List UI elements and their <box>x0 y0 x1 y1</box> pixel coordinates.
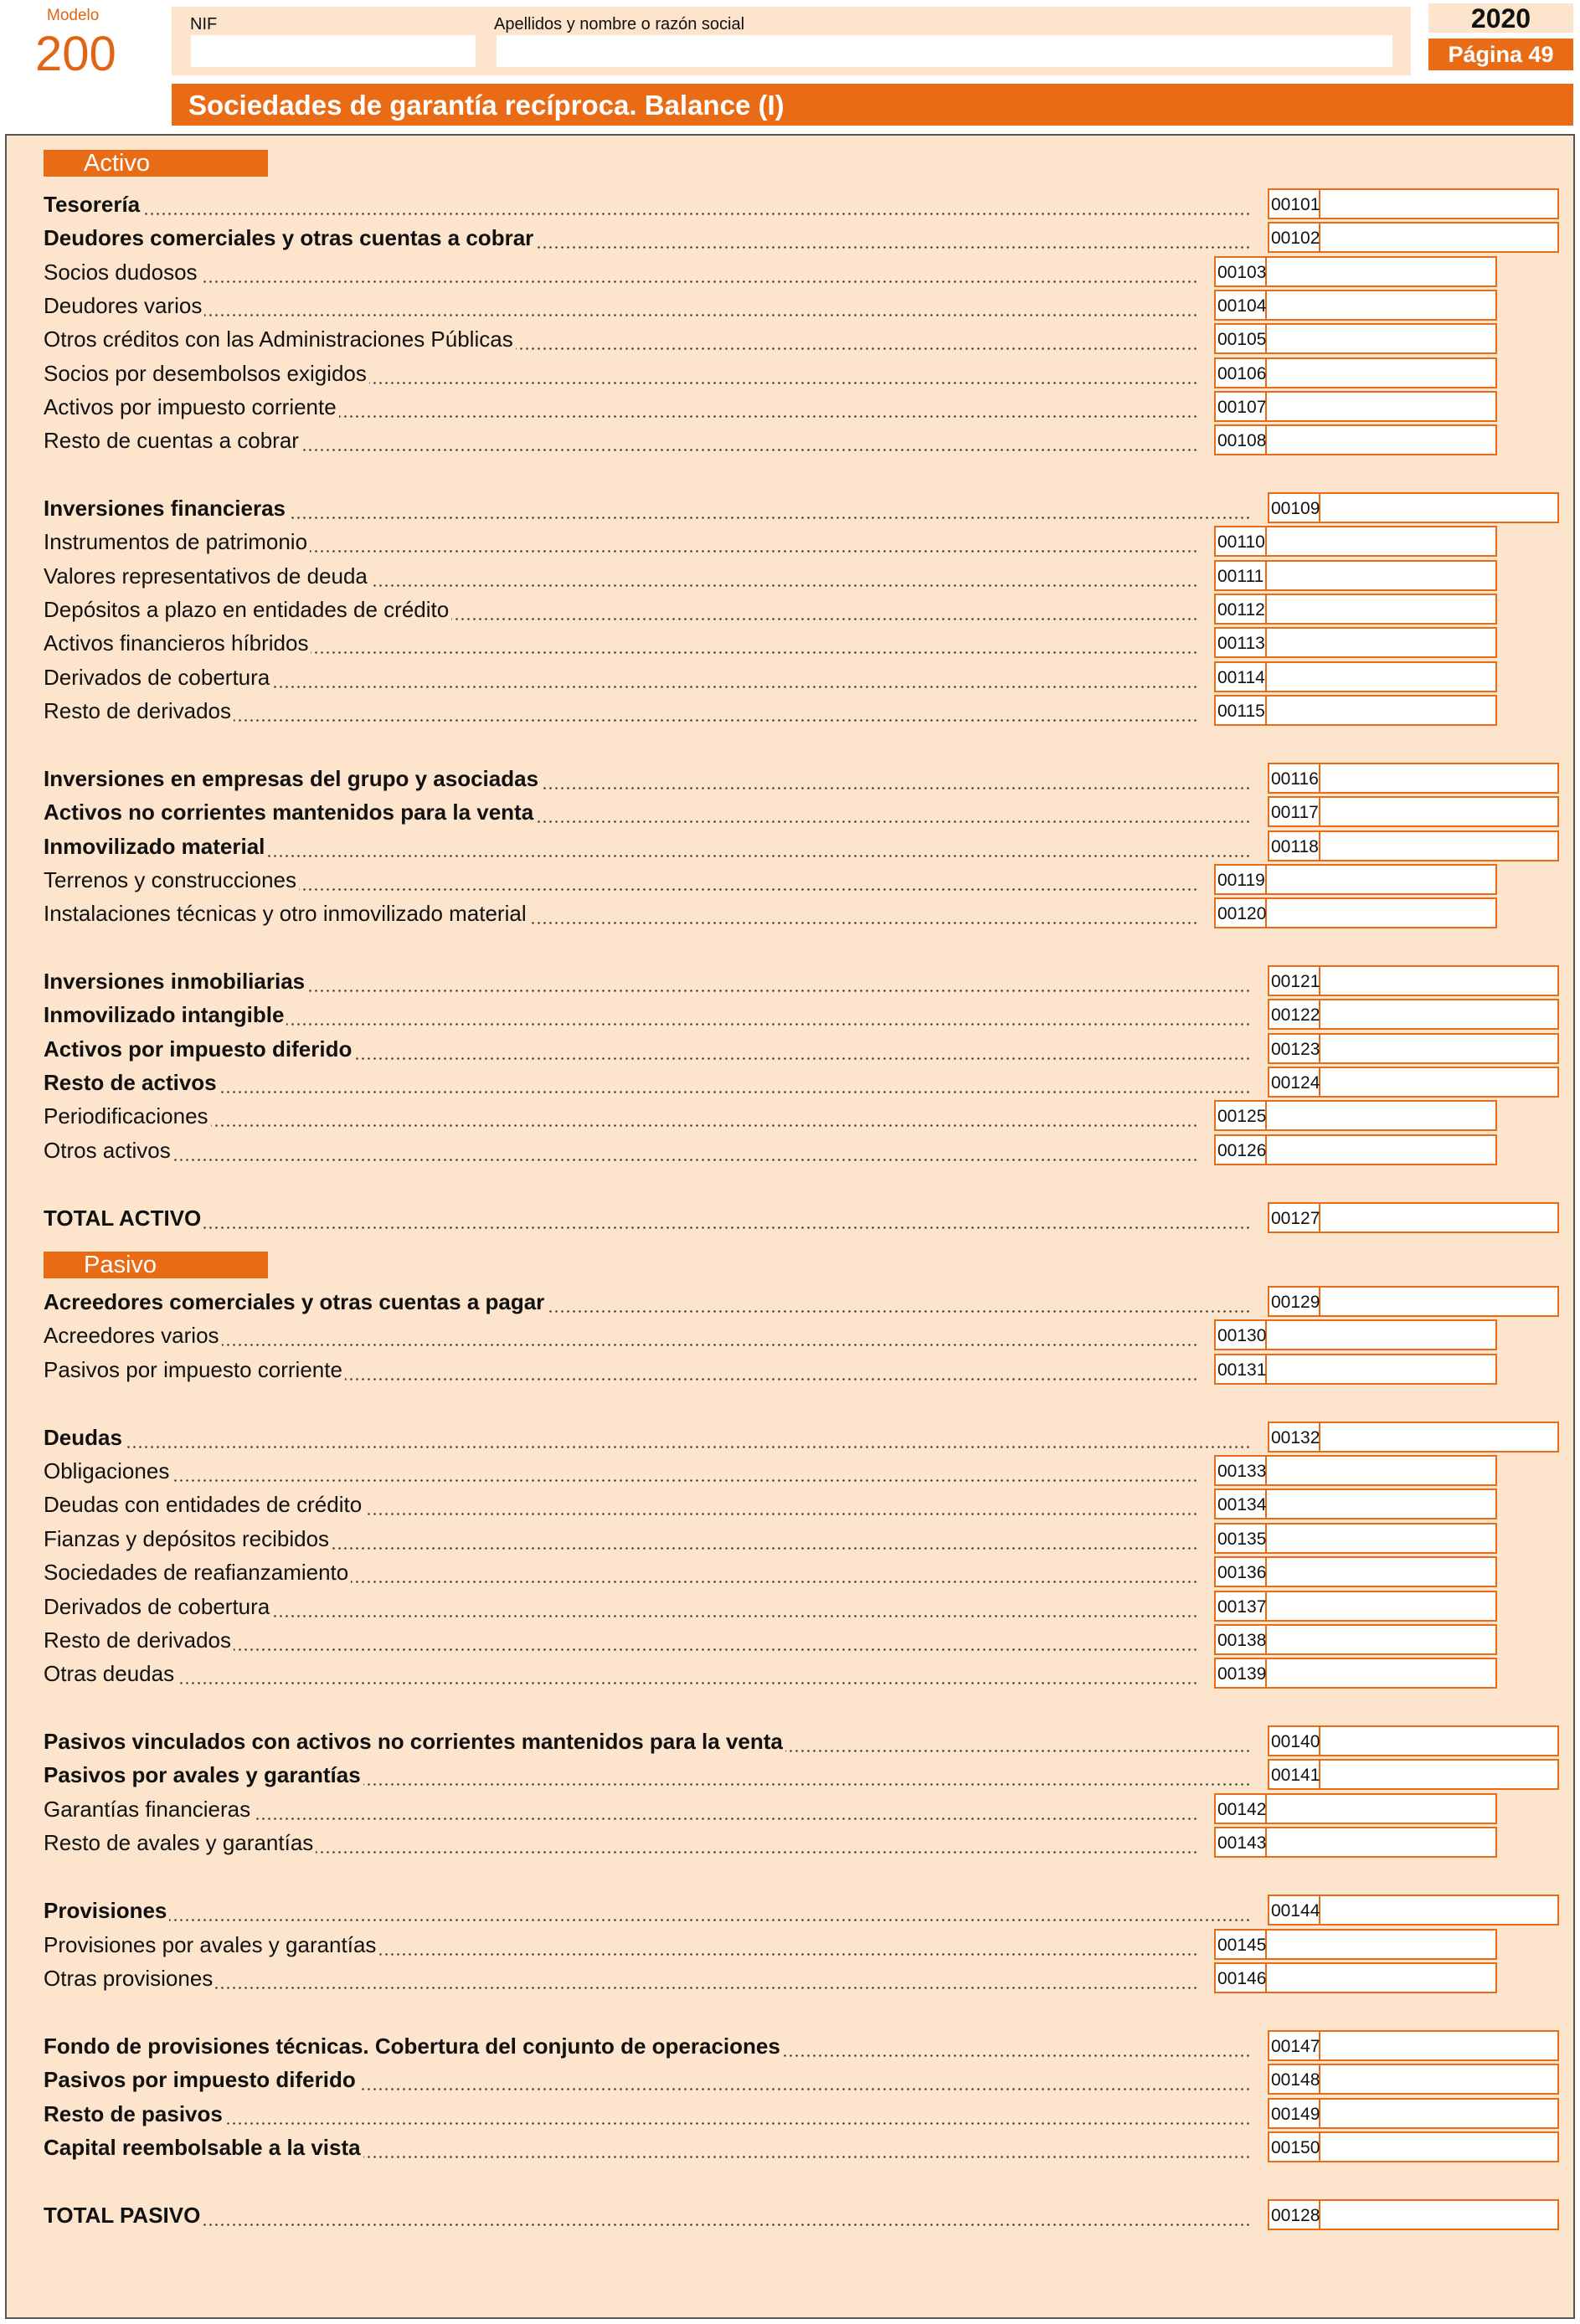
name-field[interactable] <box>497 35 1392 67</box>
row-label <box>44 322 1199 356</box>
row-label <box>44 1522 1199 1555</box>
amount-field[interactable] <box>1267 1354 1497 1385</box>
row-label <box>44 1066 1249 1099</box>
row-label <box>44 1099 1199 1133</box>
box-code: 00124 <box>1268 1067 1320 1098</box>
row-label <box>44 830 1249 863</box>
row-label <box>44 1032 1249 1066</box>
row-label <box>44 661 1199 694</box>
box-code: 00101 <box>1268 188 1320 219</box>
row-label-text: Periodificaciones <box>44 1103 211 1129</box>
row-label-text: TOTAL ACTIVO <box>44 1206 203 1231</box>
amount-field[interactable] <box>1267 1523 1497 1554</box>
amount-field[interactable] <box>1267 1488 1497 1519</box>
amount-field[interactable] <box>1320 1286 1559 1317</box>
row-label-text: Acreedores varios <box>44 1323 222 1348</box>
amount-field[interactable] <box>1267 661 1497 692</box>
amount-field[interactable] <box>1320 222 1559 253</box>
row-label-text: Pasivos por impuesto diferido <box>44 2067 358 2092</box>
row-label-text: Depósitos a plazo en entidades de crédito <box>44 597 451 622</box>
box-code: 00133 <box>1214 1455 1267 1486</box>
amount-field[interactable] <box>1320 796 1559 827</box>
box-code: 00126 <box>1214 1134 1267 1165</box>
box-code: 00109 <box>1268 492 1320 523</box>
box-code: 00149 <box>1268 2098 1320 2129</box>
row-label-text: Deudores comerciales y otras cuentas a cobrar <box>44 225 536 250</box>
box-code: 00125 <box>1214 1100 1267 1131</box>
amount-field[interactable] <box>1267 1658 1497 1689</box>
row-label-text: Tesorería <box>44 192 142 217</box>
row-label-text: Obligaciones <box>44 1458 172 1483</box>
row-label-text: Provisiones <box>44 1898 169 1923</box>
row-label <box>44 1894 1249 1927</box>
amount-field[interactable] <box>1320 763 1559 794</box>
box-code: 00123 <box>1268 1033 1320 1064</box>
row-label-text: Provisiones por avales y garantías <box>44 1932 378 1957</box>
row-label-text: Otras provisiones <box>44 1966 215 1991</box>
amount-field[interactable] <box>1320 999 1559 1030</box>
amount-field[interactable] <box>1267 1929 1497 1960</box>
row-label-text: Deudas con entidades de crédito <box>44 1492 364 1517</box>
row-label-text: Inversiones financieras <box>44 496 288 521</box>
name-label: Apellidos y nombre o razón social <box>494 15 745 33</box>
row-label-text: TOTAL PASIVO <box>44 2203 203 2228</box>
amount-field[interactable] <box>1267 1100 1497 1131</box>
row-label <box>44 1134 1199 1167</box>
box-code: 00104 <box>1214 290 1267 321</box>
box-code: 00121 <box>1268 965 1320 996</box>
row-label-text: Pasivos por impuesto corriente <box>44 1357 345 1382</box>
box-code: 00144 <box>1268 1895 1320 1926</box>
row-label <box>44 1725 1249 1758</box>
row-label <box>44 863 1199 897</box>
row-label <box>44 1590 1199 1623</box>
amount-field[interactable] <box>1320 965 1559 996</box>
row-label <box>44 964 1249 998</box>
page-badge: Página 49 <box>1428 39 1573 70</box>
box-code: 00131 <box>1214 1354 1267 1385</box>
box-code: 00141 <box>1268 1759 1320 1790</box>
box-code: 00127 <box>1268 1202 1320 1233</box>
amount-field[interactable] <box>1267 594 1497 625</box>
row-label-text: Inmovilizado material <box>44 834 267 859</box>
box-code: 00110 <box>1214 526 1267 557</box>
row-label <box>44 795 1249 829</box>
amount-field[interactable] <box>1320 1202 1559 1233</box>
amount-field[interactable] <box>1267 1962 1497 1993</box>
row-label <box>44 1488 1199 1521</box>
row-label <box>44 626 1199 660</box>
box-code: 00115 <box>1214 695 1267 726</box>
box-code: 00120 <box>1214 897 1267 928</box>
amount-field[interactable] <box>1267 1591 1497 1622</box>
box-code: 00143 <box>1214 1827 1267 1858</box>
row-label <box>44 390 1199 424</box>
box-code: 00122 <box>1268 999 1320 1030</box>
row-label-text: Inversiones inmobiliarias <box>44 969 307 994</box>
amount-field[interactable] <box>1267 290 1497 321</box>
nif-field[interactable] <box>191 35 476 67</box>
row-label <box>44 1758 1249 1792</box>
row-label-text: Fondo de provisiones técnicas. Cobertura del conjunto de operaciones <box>44 2034 783 2059</box>
amount-field[interactable] <box>1320 2098 1559 2129</box>
row-label <box>44 2029 1249 2063</box>
box-code: 00138 <box>1214 1624 1267 1655</box>
box-code: 00130 <box>1214 1319 1267 1350</box>
amount-field[interactable] <box>1267 391 1497 422</box>
box-code: 00129 <box>1268 1286 1320 1317</box>
row-label <box>44 559 1199 593</box>
row-label <box>44 1826 1199 1859</box>
box-code: 00111 <box>1214 560 1267 591</box>
row-label <box>44 1285 1249 1319</box>
row-label <box>44 2131 1249 2164</box>
amount-field[interactable] <box>1320 1895 1559 1926</box>
box-code: 00145 <box>1214 1929 1267 1960</box>
amount-field[interactable] <box>1320 1725 1559 1756</box>
row-label-text: Otras deudas <box>44 1661 177 1686</box>
row-label-text: Instalaciones técnicas y otro inmovilizado material <box>44 901 529 926</box>
amount-field[interactable] <box>1267 424 1497 455</box>
row-label-text: Pasivos vinculados con activos no corrientes mantenidos para la venta <box>44 1729 785 1754</box>
box-code: 00128 <box>1268 2199 1320 2230</box>
row-label-text: Socios por desembolsos exigidos <box>44 361 369 386</box>
form-header <box>0 0 1580 134</box>
box-code: 00112 <box>1214 594 1267 625</box>
amount-field[interactable] <box>1320 188 1559 219</box>
amount-field[interactable] <box>1320 1067 1559 1098</box>
row-label-text: Resto de derivados <box>44 698 234 723</box>
row-label-text: Resto de pasivos <box>44 2101 225 2126</box>
row-label-text: Deudores varios <box>44 293 204 318</box>
row-label <box>44 1623 1199 1657</box>
row-label <box>44 1421 1249 1454</box>
row-label <box>44 897 1199 930</box>
amount-field[interactable] <box>1267 695 1497 726</box>
row-label-text: Resto de derivados <box>44 1627 234 1653</box>
amount-field[interactable] <box>1320 2199 1559 2230</box>
row-label <box>44 1201 1249 1235</box>
page-title: Sociedades de garantía recíproca. Balance (I) <box>172 84 1573 126</box>
box-code: 00147 <box>1268 2030 1320 2061</box>
row-label-text: Pasivos por avales y garantías <box>44 1762 363 1787</box>
amount-field[interactable] <box>1320 1033 1559 1064</box>
modelo-number: 200 <box>35 27 116 81</box>
row-label <box>44 2198 1249 2232</box>
row-label-text: Resto de cuentas a cobrar <box>44 428 301 453</box>
row-label-text: Valores representativos de deuda <box>44 563 370 589</box>
row-label <box>44 357 1199 390</box>
row-label-text: Resto de activos <box>44 1070 219 1095</box>
row-label <box>44 694 1199 728</box>
box-code: 00102 <box>1268 222 1320 253</box>
amount-field[interactable] <box>1267 1827 1497 1858</box>
section-activo: Activo <box>44 150 268 177</box>
row-label <box>44 424 1199 457</box>
modelo-label: Modelo <box>47 7 100 24</box>
row-label-text: Otros activos <box>44 1138 173 1163</box>
amount-field[interactable] <box>1267 560 1497 591</box>
row-label <box>44 1962 1199 1995</box>
row-label <box>44 525 1199 558</box>
row-label <box>44 2097 1249 2131</box>
box-code: 00148 <box>1268 2064 1320 2095</box>
box-code: 00105 <box>1214 323 1267 354</box>
amount-field[interactable] <box>1320 830 1559 861</box>
row-label-text: Inversiones en empresas del grupo y asociadas <box>44 766 541 791</box>
row-label <box>44 2063 1249 2096</box>
nif-label: NIF <box>190 15 218 33</box>
box-code: 00135 <box>1214 1523 1267 1554</box>
box-code: 00119 <box>1214 864 1267 895</box>
row-label <box>44 289 1199 322</box>
row-label <box>44 1319 1199 1352</box>
row-label-text: Garantías financieras <box>44 1797 253 1822</box>
box-code: 00106 <box>1214 357 1267 388</box>
row-label-text: Sociedades de reafianzamiento <box>44 1560 351 1585</box>
box-code: 00146 <box>1214 1962 1267 1993</box>
amount-field[interactable] <box>1267 897 1497 928</box>
box-code: 00139 <box>1214 1658 1267 1689</box>
row-label <box>44 221 1249 255</box>
amount-field[interactable] <box>1267 1556 1497 1587</box>
amount-field[interactable] <box>1267 1319 1497 1350</box>
row-label-text: Terrenos y construcciones <box>44 867 299 892</box>
row-label <box>44 1353 1199 1386</box>
row-label-text: Activos por impuesto diferido <box>44 1036 354 1062</box>
amount-field[interactable] <box>1267 1793 1497 1824</box>
row-label <box>44 593 1199 626</box>
box-code: 00108 <box>1214 424 1267 455</box>
row-label <box>44 1454 1199 1488</box>
row-label-text: Activos no corrientes mantenidos para la venta <box>44 800 536 825</box>
amount-field[interactable] <box>1267 526 1497 557</box>
row-label <box>44 1555 1199 1589</box>
amount-field[interactable] <box>1267 357 1497 388</box>
box-code: 00136 <box>1214 1556 1267 1587</box>
amount-field[interactable] <box>1320 492 1559 523</box>
amount-field[interactable] <box>1267 256 1497 287</box>
amount-field[interactable] <box>1267 864 1497 895</box>
row-label-text: Derivados de cobertura <box>44 665 272 690</box>
section-pasivo: Pasivo <box>44 1252 268 1278</box>
row-label-text: Inmovilizado intangible <box>44 1002 286 1027</box>
row-label-text: Socios dudosos <box>44 260 200 285</box>
box-code: 00134 <box>1214 1488 1267 1519</box>
amount-field[interactable] <box>1267 1134 1497 1165</box>
row-label <box>44 188 1249 221</box>
row-label <box>44 255 1199 289</box>
row-label <box>44 491 1249 525</box>
amount-field[interactable] <box>1320 2030 1559 2061</box>
row-label-text: Fianzas y depósitos recibidos <box>44 1526 332 1551</box>
amount-field[interactable] <box>1320 2131 1559 2162</box>
row-label-text: Acreedores comerciales y otras cuentas a pagar <box>44 1289 547 1314</box>
balance-panel <box>5 134 1575 2319</box>
row-label <box>44 998 1249 1031</box>
year-badge: 2020 <box>1428 3 1573 33</box>
row-label <box>44 762 1249 795</box>
row-label-text: Instrumentos de patrimonio <box>44 529 310 554</box>
row-label-text: Activos financieros híbridos <box>44 630 311 656</box>
box-code: 00113 <box>1214 627 1267 658</box>
box-code: 00114 <box>1214 661 1267 692</box>
row-label-text: Resto de avales y garantías <box>44 1830 316 1855</box>
row-label-text: Otros créditos con las Administraciones Públicas <box>44 326 516 352</box>
box-code: 00137 <box>1214 1591 1267 1622</box>
row-label-text: Activos por impuesto corriente <box>44 394 339 419</box>
amount-field[interactable] <box>1267 1455 1497 1486</box>
box-code: 00132 <box>1268 1422 1320 1452</box>
row-label-text: Derivados de cobertura <box>44 1594 272 1619</box>
box-code: 00117 <box>1268 796 1320 827</box>
box-code: 00150 <box>1268 2131 1320 2162</box>
box-code: 00116 <box>1268 763 1320 794</box>
row-label <box>44 1928 1199 1962</box>
box-code: 00142 <box>1214 1793 1267 1824</box>
amount-field[interactable] <box>1267 1624 1497 1655</box>
row-label <box>44 1657 1199 1690</box>
amount-field[interactable] <box>1320 2064 1559 2095</box>
row-label <box>44 1792 1199 1826</box>
amount-field[interactable] <box>1320 1422 1559 1452</box>
box-code: 00103 <box>1214 256 1267 287</box>
box-code: 00118 <box>1268 830 1320 861</box>
row-label-text: Capital reembolsable a la vista <box>44 2135 363 2160</box>
amount-field[interactable] <box>1267 627 1497 658</box>
row-label-text: Deudas <box>44 1425 125 1450</box>
box-code: 00107 <box>1214 391 1267 422</box>
amount-field[interactable] <box>1267 323 1497 354</box>
amount-field[interactable] <box>1320 1759 1559 1790</box>
box-code: 00140 <box>1268 1725 1320 1756</box>
